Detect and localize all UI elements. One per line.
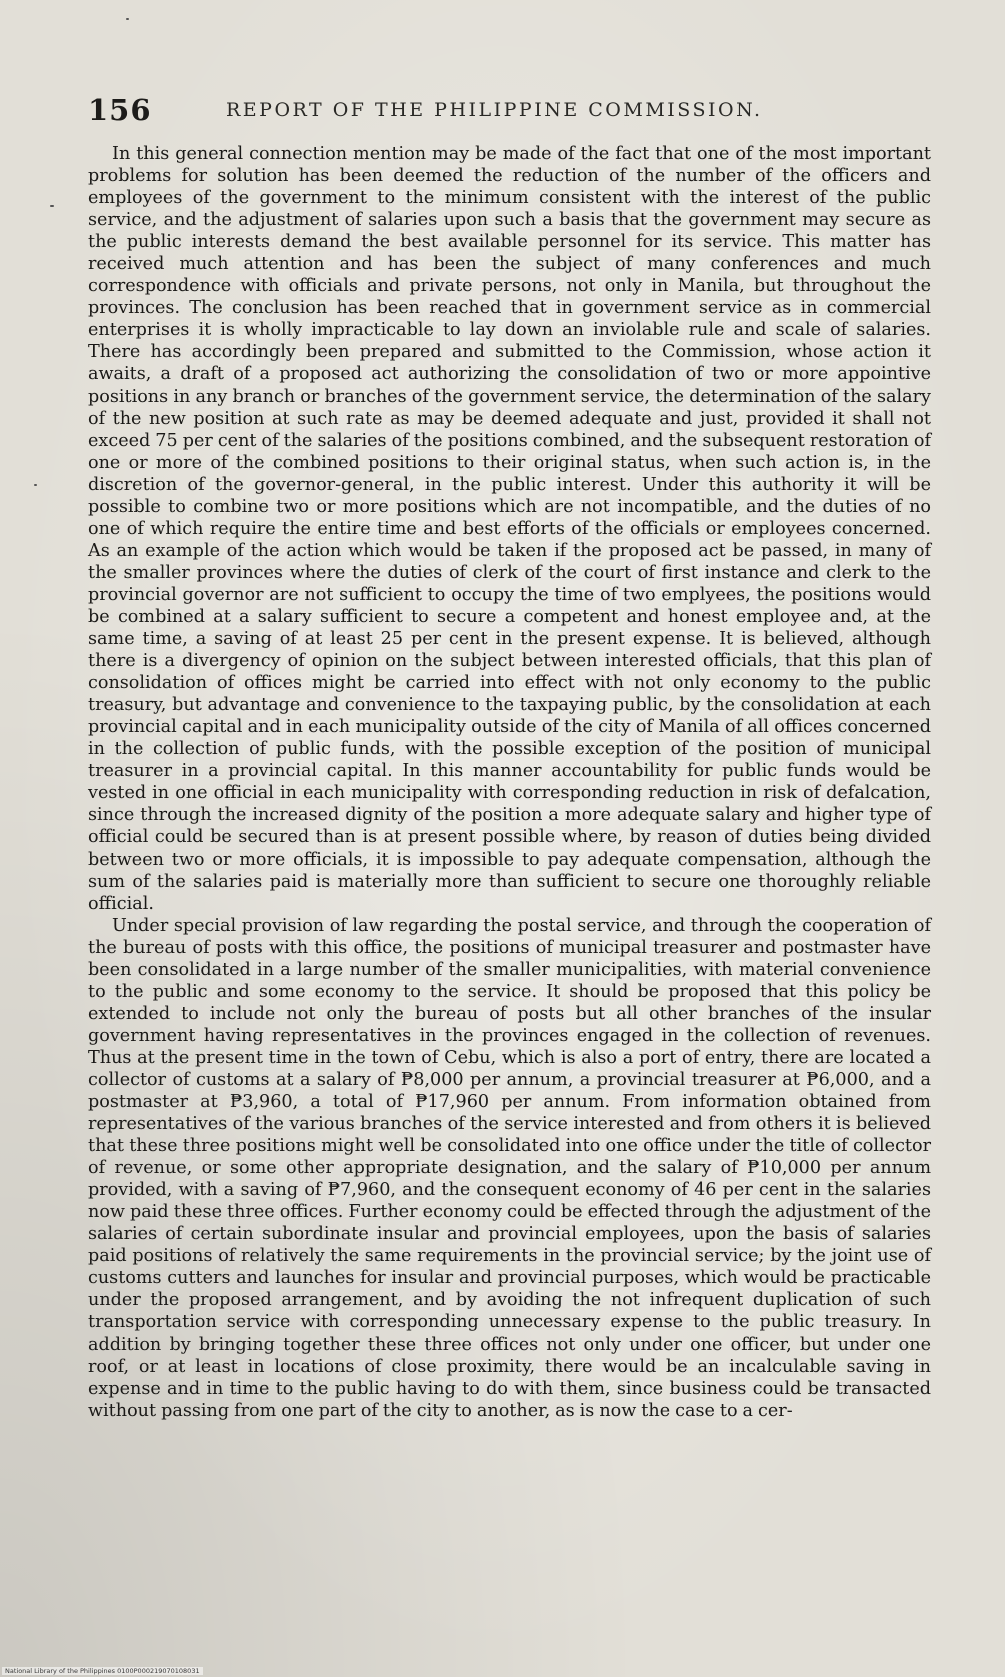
scan-speck (34, 484, 37, 486)
paragraph: Under special provision of law regarding the postal service, and through the cooperation of the bureau of posts with this office, the positions of municipal treasurer and postmaster have been consolidated in a large number of the smaller municipalities, with material convenience to the public and some economy to the service. It should be proposed that this policy be extended to include not only the bureau of posts but all other branches of the insular government having representatives in the provinces engaged in the collection of revenues. Thus at the present time in the town of Cebu, which is also a port of entry, there are located a collector of customs at a salary of ₱8,000 per annum, a provincial treasurer at ₱6,000, and a postmaster at ₱3,960, a total of ₱17,960 per annum. From information obtained from representatives of the various branches of the service interested and from others it is believed that these three positions might well be consolidated into one office under the title of collector of revenue, or some other appropriate designation, and the salary of ₱10,000 per annum provided, with a saving of ₱7,960, and the consequent economy of 46 per cent in the salaries now paid these three offices. Further economy could be effected through the adjustment of the salaries of certain subordinate insular and provincial employees, upon the basis of salaries paid positions of relatively the same requirements in the provincial service; by the joint use of customs cutters and launches for insular and provincial purposes, which would be practicable under the proposed arrangement, and by avoiding the not infrequent duplication of such transportation service with corresponding unnecessary expense to the public treasury. In addition by bringing together these three offices not only under one officer, but under one roof, or at least in locations of close proximity, there would be an incalculable saving in expense and in time to the public having to do with them, since business could be transacted without passing from one part of the city to another, as is now the case to a cer- (88, 915, 931, 1421)
scan-speck (126, 18, 129, 20)
body-text (88, 143, 931, 1422)
scan-credit-footer: National Library of the Philippines 0100P000219070108031 (2, 1667, 203, 1675)
scan-speck (50, 205, 54, 207)
page-number: 156 (88, 93, 152, 127)
page-header (88, 93, 928, 133)
paragraph: In this general connection mention may be made of the fact that one of the most important problems for solution has been deemed the reduction of the number of the officers and employees of the government to the minimum consistent with the interest of the public service, and the adjustment of salaries upon such a basis that the government may secure as the public interests demand the best available personnel for its service. This matter has received much attention and has been the subject of many conferences and much correspondence with officials and private persons, not only in Manila, but throughout the provinces. The conclusion has been reached that in government service as in commercial enterprises it is wholly impracticable to lay down an inviolable rule and scale of salaries. There has accordingly been prepared and submitted to the Commission, whose action it awaits, a draft of a proposed act authorizing the consolidation of two or more appointive positions in any branch or branches of the government service, the determination of the salary of the new position at such rate as may be deemed adequate and just, provided it shall not exceed 75 per cent of the salaries of the positions combined, and the subsequent restoration of one or more of the combined positions to their original status, when such action is, in the discretion of the governor-general, in the public interest. Under this authority it will be possible to combine two or more positions which are not incompatible, and the duties of no one of which require the entire time and best efforts of the officials or employees concerned. As an example of the action which would be taken if the proposed act be passed, in many of the smaller provinces where the duties of clerk of the court of first instance and clerk to the provincial governor are not sufficient to occupy the time of two emplyees, the positions would be combined at a salary sufficient to secure a competent and honest employee and, at the same time, a saving of at least 25 per cent in the present expense. It is believed, although there is a divergency of opinion on the subject between interested officials, that this plan of consolidation of offices might be carried into effect with not only economy to the public treasury, but advantage and convenience to the taxpaying public, by the consolidation at each provincial capital and in each municipality outside of the city of Manila of all offices concerned in the collection of public funds, with the possible exception of the position of municipal treasurer in a provincial capital. In this manner accountability for public funds would be vested in one official in each municipality with corresponding reduction in risk of defalcation, since through the increased dignity of the position a more adequate salary and higher type of official could be secured than is at present possible where, by reason of duties being divided between two or more officials, it is impossible to pay adequate compensation, although the sum of the salaries paid is materially more than sufficient to secure one thoroughly reliable official. (88, 144, 931, 914)
running-head: REPORT OF THE PHILIPPINE COMMISSION. (226, 99, 763, 121)
